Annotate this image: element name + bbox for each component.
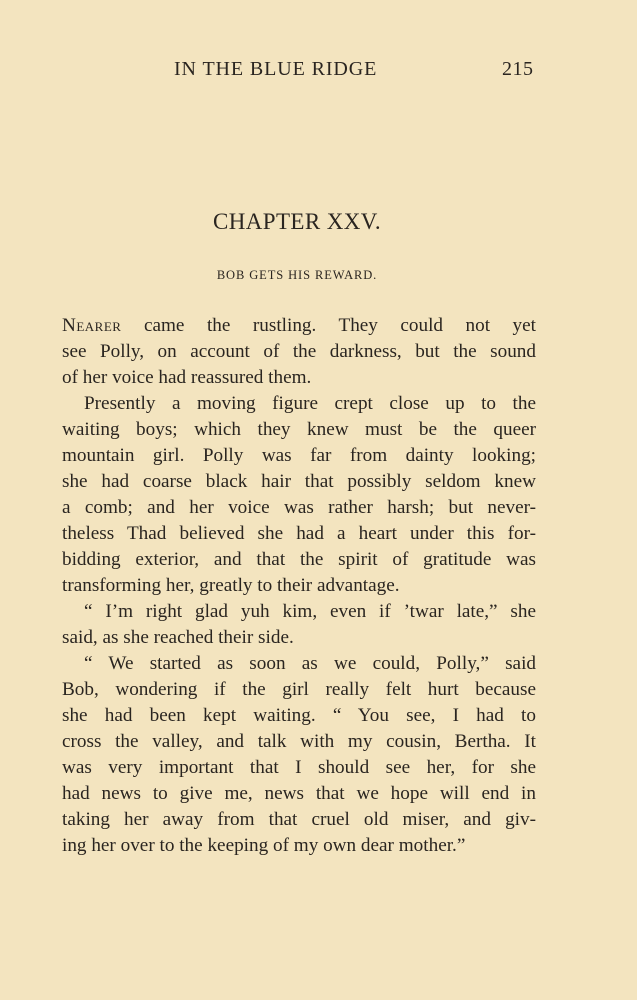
- text-line: mountain girl. Polly was far from dainty looking;: [62, 445, 536, 466]
- text-line: [62, 313, 536, 339]
- text-line: cross the valley, and talk with my cousin, Bertha. It: [62, 731, 536, 752]
- text-line: she had coarse black hair that possibly seldom knew: [62, 471, 536, 492]
- text-line: “ We started as soon as we could, Polly,” said: [84, 653, 536, 674]
- text-line: Bob, wondering if the girl really felt hurt because: [62, 679, 536, 700]
- text-line: taking her away from that cruel old miser, and giv-: [62, 809, 536, 830]
- text-line: said, as she reached their side.: [62, 627, 294, 648]
- page-number: 215: [502, 58, 534, 80]
- text-line: Presently a moving figure crept close up to the: [84, 393, 536, 414]
- text-line-content: came the rustling. They could not yet: [121, 315, 536, 336]
- text-line: ing her over to the keeping of my own dear mother.”: [62, 835, 466, 856]
- text-line: waiting boys; which they knew must be the queer: [62, 419, 536, 440]
- running-title: IN THE BLUE RIDGE: [174, 58, 378, 80]
- text-line: was very important that I should see her, for she: [62, 757, 536, 778]
- text-line: of her voice had reassured them.: [62, 367, 312, 388]
- text-line: a comb; and her voice was rather harsh; but never-: [62, 497, 536, 518]
- chapter-title: CHAPTER XXV.: [213, 209, 381, 234]
- text-line: had news to give me, news that we hope will end in: [62, 783, 536, 804]
- text-line: she had been kept waiting. “ You see, I had to: [62, 705, 536, 726]
- text-line: “ I’m right glad yuh kim, even if ’twar late,” she: [84, 601, 536, 622]
- text-line: transforming her, greatly to their advantage.: [62, 575, 400, 596]
- chapter-body: [62, 313, 536, 859]
- opening-word: Nearer: [62, 315, 122, 336]
- text-line: theless Thad believed she had a heart under this for-: [62, 523, 536, 544]
- text-line: see Polly, on account of the darkness, but the sound: [62, 341, 536, 362]
- text-line: bidding exterior, and that the spirit of gratitude was: [62, 549, 536, 570]
- running-head: [0, 58, 637, 88]
- chapter-subtitle: BOB GETS HIS REWARD.: [216, 268, 378, 282]
